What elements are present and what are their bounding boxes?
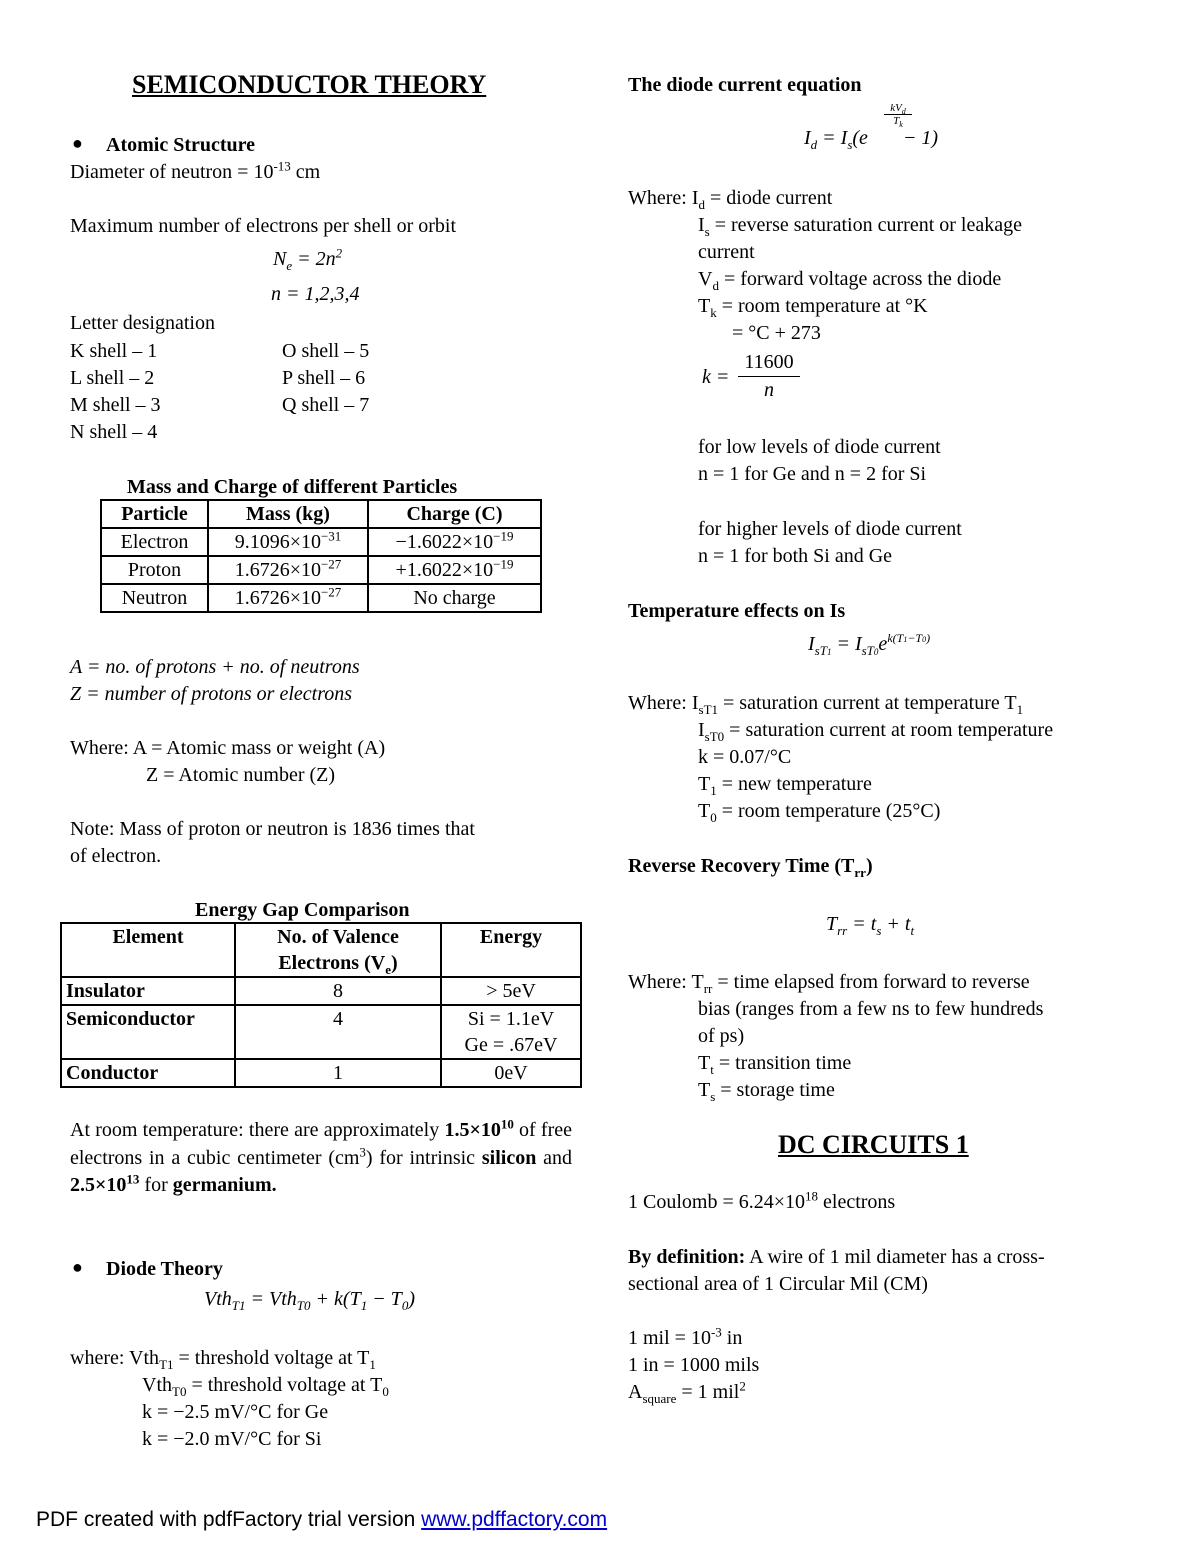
where-trr: Where: $T_{rr}$ = time elapsed from forward to reverse bbox=[628, 971, 1030, 996]
bullet-icon: ● bbox=[72, 133, 83, 153]
coulomb-definition: 1 Coulomb = $6.24\times 10^{18}$ electrons bbox=[628, 1188, 896, 1213]
neutron-diameter: Diameter of neutron = $10^{-13}$ cm bbox=[70, 158, 321, 183]
where-ts: $T_s$ = storage time bbox=[698, 1079, 835, 1104]
shell-l: L shell – 2 bbox=[70, 367, 155, 389]
shell-k: K shell – 1 bbox=[70, 340, 158, 362]
energy-gap-table bbox=[60, 922, 582, 1088]
table-row bbox=[101, 584, 541, 612]
diode-theory-heading: Diode Theory bbox=[106, 1258, 223, 1280]
threshold-equation: $Vth_{T1} = Vth_{T0} + k(T_1 - T_0)$ bbox=[204, 1288, 415, 1313]
particle-name: Electron bbox=[101, 528, 208, 556]
exponent-fraction: $kV_d$ $T_k$ bbox=[884, 102, 912, 127]
element-energy: 0eV bbox=[441, 1059, 581, 1087]
where-ist0: $I_{sT0}$ = saturation current at room temperature bbox=[698, 719, 1054, 744]
particles-header-charge: Charge (C) bbox=[368, 500, 541, 528]
high-levels-n: n = 1 for both Si and Ge bbox=[698, 545, 893, 567]
note-line1: Note: Mass of proton or neutron is 1836 times that bbox=[70, 818, 475, 840]
particle-charge: $+1.6022\times 10^{-19}$ bbox=[368, 556, 541, 584]
element-name: Conductor bbox=[61, 1059, 235, 1087]
square-mil: $A_{square} = 1$ mil$^2$ bbox=[628, 1378, 746, 1406]
letter-designation: Letter designation bbox=[70, 312, 215, 334]
shell-o: O shell – 5 bbox=[282, 340, 370, 362]
k-value: k = 0.07/°C bbox=[698, 746, 792, 768]
energy-header-energy: Energy bbox=[441, 923, 581, 977]
k-numerator: 11600 bbox=[744, 351, 794, 373]
pdf-footer: PDF created with pdfFactory trial version www.pdffactory.com bbox=[36, 1508, 608, 1531]
note-line2: of electron. bbox=[70, 845, 162, 867]
particle-charge: No charge bbox=[368, 584, 541, 612]
where-z: Z = Atomic number (Z) bbox=[146, 764, 336, 786]
electrons-equation: $N_e = 2n^2$ bbox=[273, 245, 343, 273]
diode-current-heading: The diode current equation bbox=[628, 74, 862, 96]
k-ge: k = −2.5 mV/°C for Ge bbox=[142, 1401, 329, 1423]
where-vth-t0: Vth$_{T0}$ = threshold voltage at $T_0$ bbox=[142, 1374, 389, 1399]
reverse-recovery-heading: Reverse Recovery Time $(T_{rr})$ bbox=[628, 855, 873, 880]
low-levels-n: n = 1 for Ge and n = 2 for Si bbox=[698, 463, 927, 485]
element-energy: Si = 1.1eV Ge = .67eV bbox=[441, 1005, 581, 1059]
table-row bbox=[61, 977, 581, 1005]
particle-mass: $1.6726\times 10^{-27}$ bbox=[208, 584, 368, 612]
particle-mass: $1.6726\times 10^{-27}$ bbox=[208, 556, 368, 584]
element-valence: 1 bbox=[235, 1059, 441, 1087]
table-row bbox=[61, 1059, 581, 1087]
k-equation-lhs: k = bbox=[702, 366, 730, 388]
table-row bbox=[101, 556, 541, 584]
pdffactory-link[interactable]: www.pdffactory.com bbox=[421, 1508, 608, 1531]
a-definition: A = no. of protons + no. of neutrons bbox=[70, 656, 360, 678]
particle-name: Neutron bbox=[101, 584, 208, 612]
particle-charge: $-1.6022\times 10^{-19}$ bbox=[368, 528, 541, 556]
k-si: k = −2.0 mV/°C for Si bbox=[142, 1428, 322, 1450]
k-denominator: n bbox=[738, 376, 800, 404]
where-t1: $T_1$ = new temperature bbox=[698, 773, 872, 798]
particle-name: Proton bbox=[101, 556, 208, 584]
shell-m: M shell – 3 bbox=[70, 394, 161, 416]
diode-current-equation: $I_d = I_s(e - 1)$ bbox=[804, 127, 939, 152]
bullet-icon: ● bbox=[72, 1257, 83, 1277]
atomic-structure-heading: Atomic Structure bbox=[106, 134, 256, 156]
particles-caption: Mass and Charge of different Particles bbox=[127, 476, 458, 498]
k-fraction bbox=[738, 349, 800, 404]
where-ist1: Where: $I_{sT1}$ = saturation current at temperature $T_1$ bbox=[628, 692, 1024, 717]
energy-header-element: Element bbox=[61, 923, 235, 977]
inch-to-mils: 1 in = 1000 mils bbox=[628, 1354, 760, 1376]
where-is: $I_s$ = reverse saturation current or leakage bbox=[698, 214, 1022, 239]
table-row bbox=[61, 1005, 581, 1059]
particles-header-particle: Particle bbox=[101, 500, 208, 528]
where-is-cont: current bbox=[698, 241, 755, 263]
temperature-effects-heading: Temperature effects on Is bbox=[628, 600, 846, 622]
high-levels-text: for higher levels of diode current bbox=[698, 518, 962, 540]
n-values-equation: n = 1,2,3,4 bbox=[271, 283, 360, 305]
trr-bias: bias (ranges from a few ns to few hundreds bbox=[698, 998, 1044, 1020]
where-tt: $T_t$ = transition time bbox=[698, 1052, 852, 1077]
trr-equation: $T_{rr} = t_s + t_t$ bbox=[826, 913, 915, 938]
title-dc-circuits: DC CIRCUITS 1 bbox=[778, 1130, 969, 1159]
element-energy: > 5eV bbox=[441, 977, 581, 1005]
shell-p: P shell – 6 bbox=[282, 367, 366, 389]
where-vth-t1: where: Vth$_{T1}$ = threshold voltage at $T_1$ bbox=[70, 1347, 376, 1372]
where-a: Where: A = Atomic mass or weight (A) bbox=[70, 737, 386, 759]
element-name: Semiconductor bbox=[61, 1005, 235, 1059]
mil-to-inch: 1 mil = $10^{-3}$ in bbox=[628, 1324, 743, 1349]
energy-gap-caption: Energy Gap Comparison bbox=[195, 899, 410, 921]
where-vd: $V_d$ = forward voltage across the diode bbox=[698, 268, 1002, 293]
shell-q: Q shell – 7 bbox=[282, 394, 370, 416]
z-definition: Z = number of protons or electrons bbox=[70, 683, 353, 705]
particle-mass: $9.1096\times 10^{-31}$ bbox=[208, 528, 368, 556]
where-t0: $T_0$ = room temperature (25°C) bbox=[698, 800, 941, 825]
energy-header-valence: No. of Valence Electrons $(V_e)$ bbox=[235, 923, 441, 977]
celsius-conversion: = °C + 273 bbox=[732, 322, 821, 344]
where-tk: $T_k$ = room temperature at °K bbox=[698, 295, 928, 320]
max-electrons-text: Maximum number of electrons per shell or orbit bbox=[70, 215, 457, 237]
low-levels-text: for low levels of diode current bbox=[698, 436, 941, 458]
mil-definition: By definition: A wire of 1 mil diameter has a cross- bbox=[628, 1246, 1045, 1268]
title-semiconductor-theory: SEMICONDUCTOR THEORY bbox=[132, 70, 487, 99]
where-id: Where: $I_d$ = diode current bbox=[628, 187, 833, 212]
element-name: Insulator bbox=[61, 977, 235, 1005]
particles-header-mass: Mass (kg) bbox=[208, 500, 368, 528]
element-valence: 4 bbox=[235, 1005, 441, 1059]
trr-ps: of ps) bbox=[698, 1025, 745, 1047]
table-row bbox=[101, 528, 541, 556]
shell-n: N shell – 4 bbox=[70, 421, 158, 443]
particles-table bbox=[100, 499, 542, 613]
mil-definition-cont: sectional area of 1 Circular Mil (CM) bbox=[628, 1273, 928, 1295]
saturation-temp-equation: $I_{sT1} = I_{sT0}e^{k(T1-T0)}$ bbox=[808, 631, 931, 658]
room-temperature-paragraph: At room temperature: there are approximately $1.5\times 10^{10}$ of free electrons in a cubic centimeter $(cm^3)$ for intrinsic silicon and $2.5\times 10^{13}$ for germanium. bbox=[70, 1116, 572, 1196]
element-valence: 8 bbox=[235, 977, 441, 1005]
